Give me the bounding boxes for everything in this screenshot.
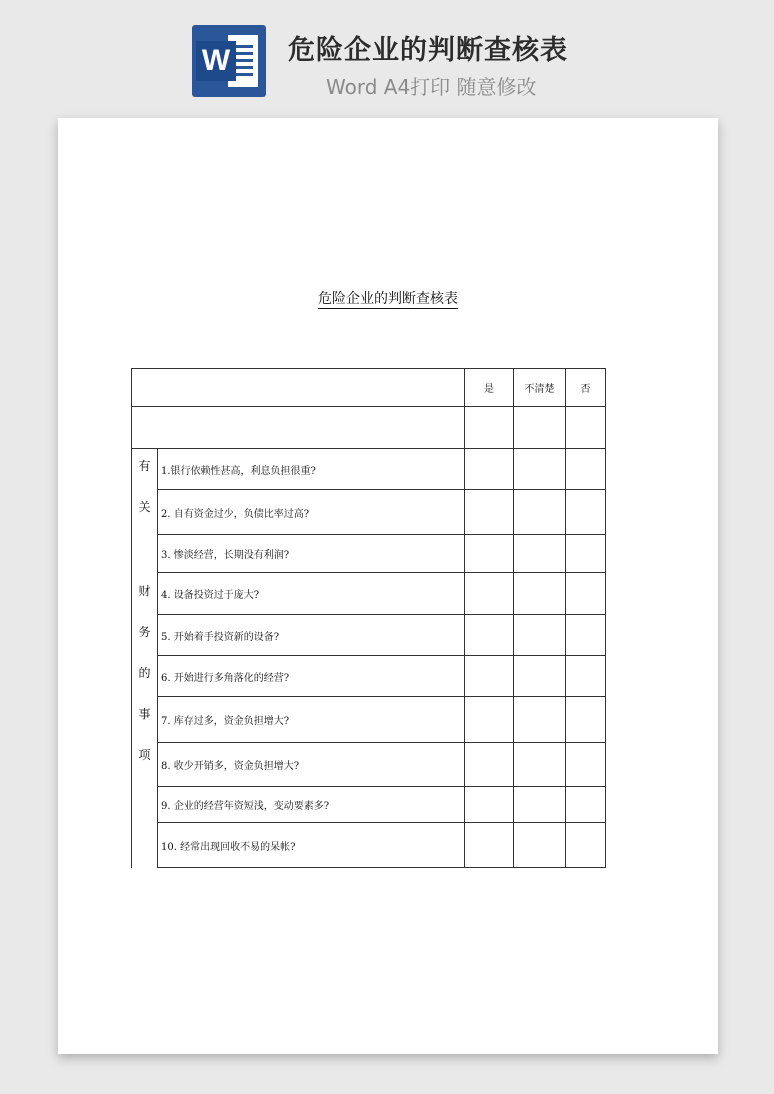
table-row: [132, 490, 606, 535]
preview-header: [0, 0, 774, 110]
category-label: 有 关 财 务 的 事 项: [132, 449, 158, 868]
table-row: [132, 535, 606, 573]
item-text: 10. 经常出现回收不易的呆帐?: [158, 823, 465, 868]
answer-unclear-cell[interactable]: [514, 449, 566, 490]
answer-unclear-cell[interactable]: [514, 697, 566, 743]
checklist-table: [131, 368, 606, 868]
answer-no-cell[interactable]: [566, 615, 606, 656]
answer-unclear-cell[interactable]: [514, 787, 566, 823]
item-text: 4. 设备投资过于庞大?: [158, 573, 465, 615]
answer-no-cell[interactable]: [566, 573, 606, 615]
table-row: [132, 615, 606, 656]
item-text: 9. 企业的经营年资短浅，变动要素多?: [158, 787, 465, 823]
answer-no-cell[interactable]: [566, 787, 606, 823]
column-header-unclear: 不清楚: [514, 369, 566, 407]
item-text: 6. 开始进行多角落化的经营?: [158, 656, 465, 697]
answer-yes-cell[interactable]: [465, 490, 514, 535]
answer-no-cell[interactable]: [566, 743, 606, 787]
table-row: [132, 449, 606, 490]
table-row: [132, 823, 606, 868]
answer-no-cell[interactable]: [566, 697, 606, 743]
answer-no-cell[interactable]: [566, 490, 606, 535]
word-document-icon: [192, 25, 266, 97]
table-blank-row: [132, 407, 606, 449]
answer-unclear-cell[interactable]: [514, 573, 566, 615]
answer-yes-cell[interactable]: [465, 449, 514, 490]
table-row: [132, 743, 606, 787]
column-header-yes: 是: [465, 369, 514, 407]
table-row: [132, 697, 606, 743]
preview-subtitle: Word A4打印 随意修改: [326, 75, 537, 99]
answer-unclear-cell[interactable]: [514, 656, 566, 697]
answer-yes-cell[interactable]: [465, 535, 514, 573]
answer-no-cell[interactable]: [566, 535, 606, 573]
item-text: 3. 惨淡经营，长期没有利润?: [158, 535, 465, 573]
answer-yes-cell[interactable]: [465, 615, 514, 656]
form-title: 危险企业的判断查核表: [318, 291, 458, 307]
answer-unclear-cell[interactable]: [514, 535, 566, 573]
item-text: 5. 开始着手投资新的设备?: [158, 615, 465, 656]
answer-yes-cell[interactable]: [465, 823, 514, 868]
answer-no-cell[interactable]: [566, 656, 606, 697]
item-text: 8. 收少开销多，资金负担增大?: [158, 743, 465, 787]
answer-yes-cell[interactable]: [465, 787, 514, 823]
answer-yes-cell[interactable]: [465, 743, 514, 787]
item-text: 7. 库存过多，资金负担增大?: [158, 697, 465, 743]
table-row: [132, 573, 606, 615]
answer-yes-cell[interactable]: [465, 573, 514, 615]
table-header-row: [132, 369, 606, 407]
answer-yes-cell[interactable]: [465, 656, 514, 697]
item-text: 1.银行依赖性甚高，利息负担很重?: [158, 449, 465, 490]
answer-unclear-cell[interactable]: [514, 490, 566, 535]
answer-no-cell[interactable]: [566, 823, 606, 868]
table-row: [132, 656, 606, 697]
answer-unclear-cell[interactable]: [514, 615, 566, 656]
table-row: [132, 787, 606, 823]
column-header-no: 否: [566, 369, 606, 407]
item-text: 2. 自有资金过少，负债比率过高?: [158, 490, 465, 535]
document-page: [58, 118, 718, 1054]
answer-yes-cell[interactable]: [465, 697, 514, 743]
preview-title: 危险企业的判断查核表: [288, 35, 568, 66]
word-logo-letter: W: [196, 41, 236, 81]
answer-unclear-cell[interactable]: [514, 743, 566, 787]
answer-no-cell[interactable]: [566, 449, 606, 490]
answer-unclear-cell[interactable]: [514, 823, 566, 868]
